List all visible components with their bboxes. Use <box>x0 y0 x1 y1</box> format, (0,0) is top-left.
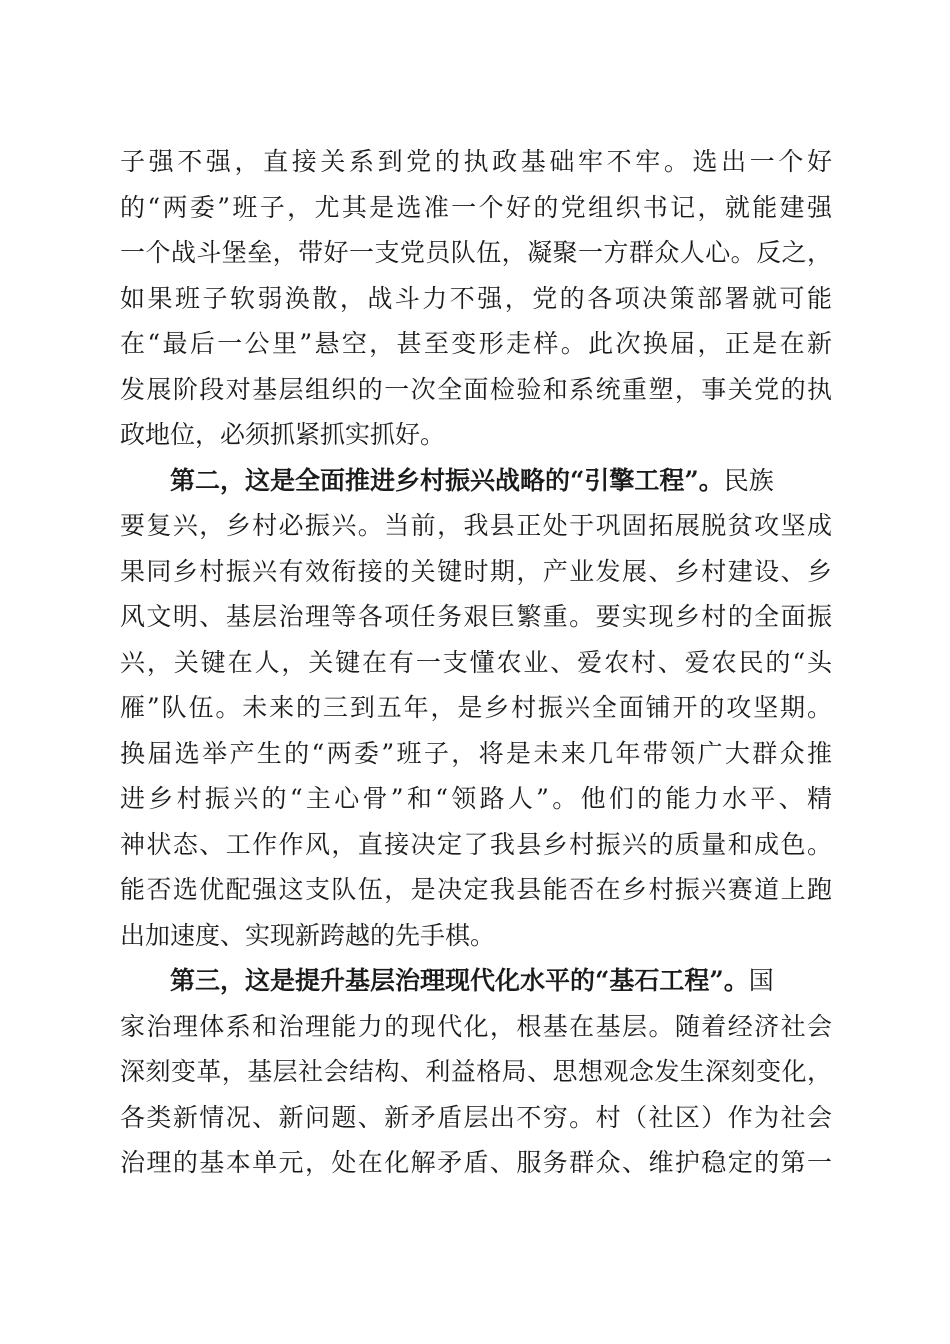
text-line: 如果班子软弱涣散，战斗力不强，党的各项决策部署就可能 <box>120 283 832 313</box>
text-line: 政地位，必须抓紧抓实抓好。 <box>120 420 446 449</box>
paragraph-2 <box>120 458 832 959</box>
text-line: 兴，关键在人，关键在有一支懂农业、爱农村、爱农民的“头 <box>120 647 832 677</box>
text-line: 治理的基本单元，处在化解矛盾、服务群众、维护稳定的第一 <box>120 1148 832 1177</box>
paragraph-1 <box>120 139 832 458</box>
text-line: 各类新情况、新问题、新矛盾层出不穷。村（社区）作为社会 <box>120 1102 832 1132</box>
text-line: 出加速度、实现新跨越的先手棋。 <box>120 920 496 950</box>
text-line: 在“最后一公里”悬空，甚至变形走样。此次换届，正是在新 <box>120 329 832 358</box>
section-heading: 第三，这是提升基层治理现代化水平的“基石工程”。 <box>170 966 749 995</box>
heading-trailing-text: 民族 <box>723 465 774 495</box>
text-line: 果同乡村振兴有效衔接的关键时期，产业发展、乡村建设、乡 <box>120 556 832 586</box>
text-line: 能否选优配强这支队伍，是决定我县能否在乡村振兴赛道上跑 <box>120 875 832 904</box>
text-line: 要复兴，乡村必振兴。当前，我县正处于巩固拓展脱贫攻坚成 <box>120 511 832 540</box>
document-body <box>120 139 832 1186</box>
text-line: 雁”队伍。未来的三到五年，是乡村振兴全面铺开的攻坚期。 <box>120 693 832 722</box>
text-line: 家治理体系和治理能力的现代化，根基在基层。随着经济社会 <box>120 1011 832 1041</box>
paragraph-3 <box>120 958 832 1186</box>
text-line: 的“两委”班子，尤其是选准一个好的党组织书记，就能建强 <box>120 192 832 222</box>
text-line: 发展阶段对基层组织的一次全面检验和系统重塑，事关党的执 <box>120 374 832 404</box>
heading-trailing-text: 国 <box>748 966 774 995</box>
text-line: 风文明、基层治理等各项任务艰巨繁重。要实现乡村的全面振 <box>120 602 832 631</box>
paragraph-first-line <box>120 458 832 504</box>
text-line: 深刻变革，基层社会结构、利益格局、思想观念发生深刻变化， <box>120 1057 832 1086</box>
text-line: 换届选举产生的“两委”班子，将是未来几年带领广大群众推 <box>120 738 832 768</box>
paragraph-first-line <box>120 958 832 1004</box>
text-line: 进乡村振兴的“主心骨”和“领路人”。他们的能力水平、精 <box>120 784 832 813</box>
section-heading: 第二，这是全面推进乡村振兴战略的“引擎工程”。 <box>170 465 724 495</box>
text-line: 一个战斗堡垒，带好一支党员队伍，凝聚一方群众人心。反之， <box>120 238 832 267</box>
text-line: 子强不强，直接关系到党的执政基础牢不牢。选出一个好 <box>120 147 832 176</box>
text-line: 神状态、工作作风，直接决定了我县乡村振兴的质量和成色。 <box>120 829 832 859</box>
